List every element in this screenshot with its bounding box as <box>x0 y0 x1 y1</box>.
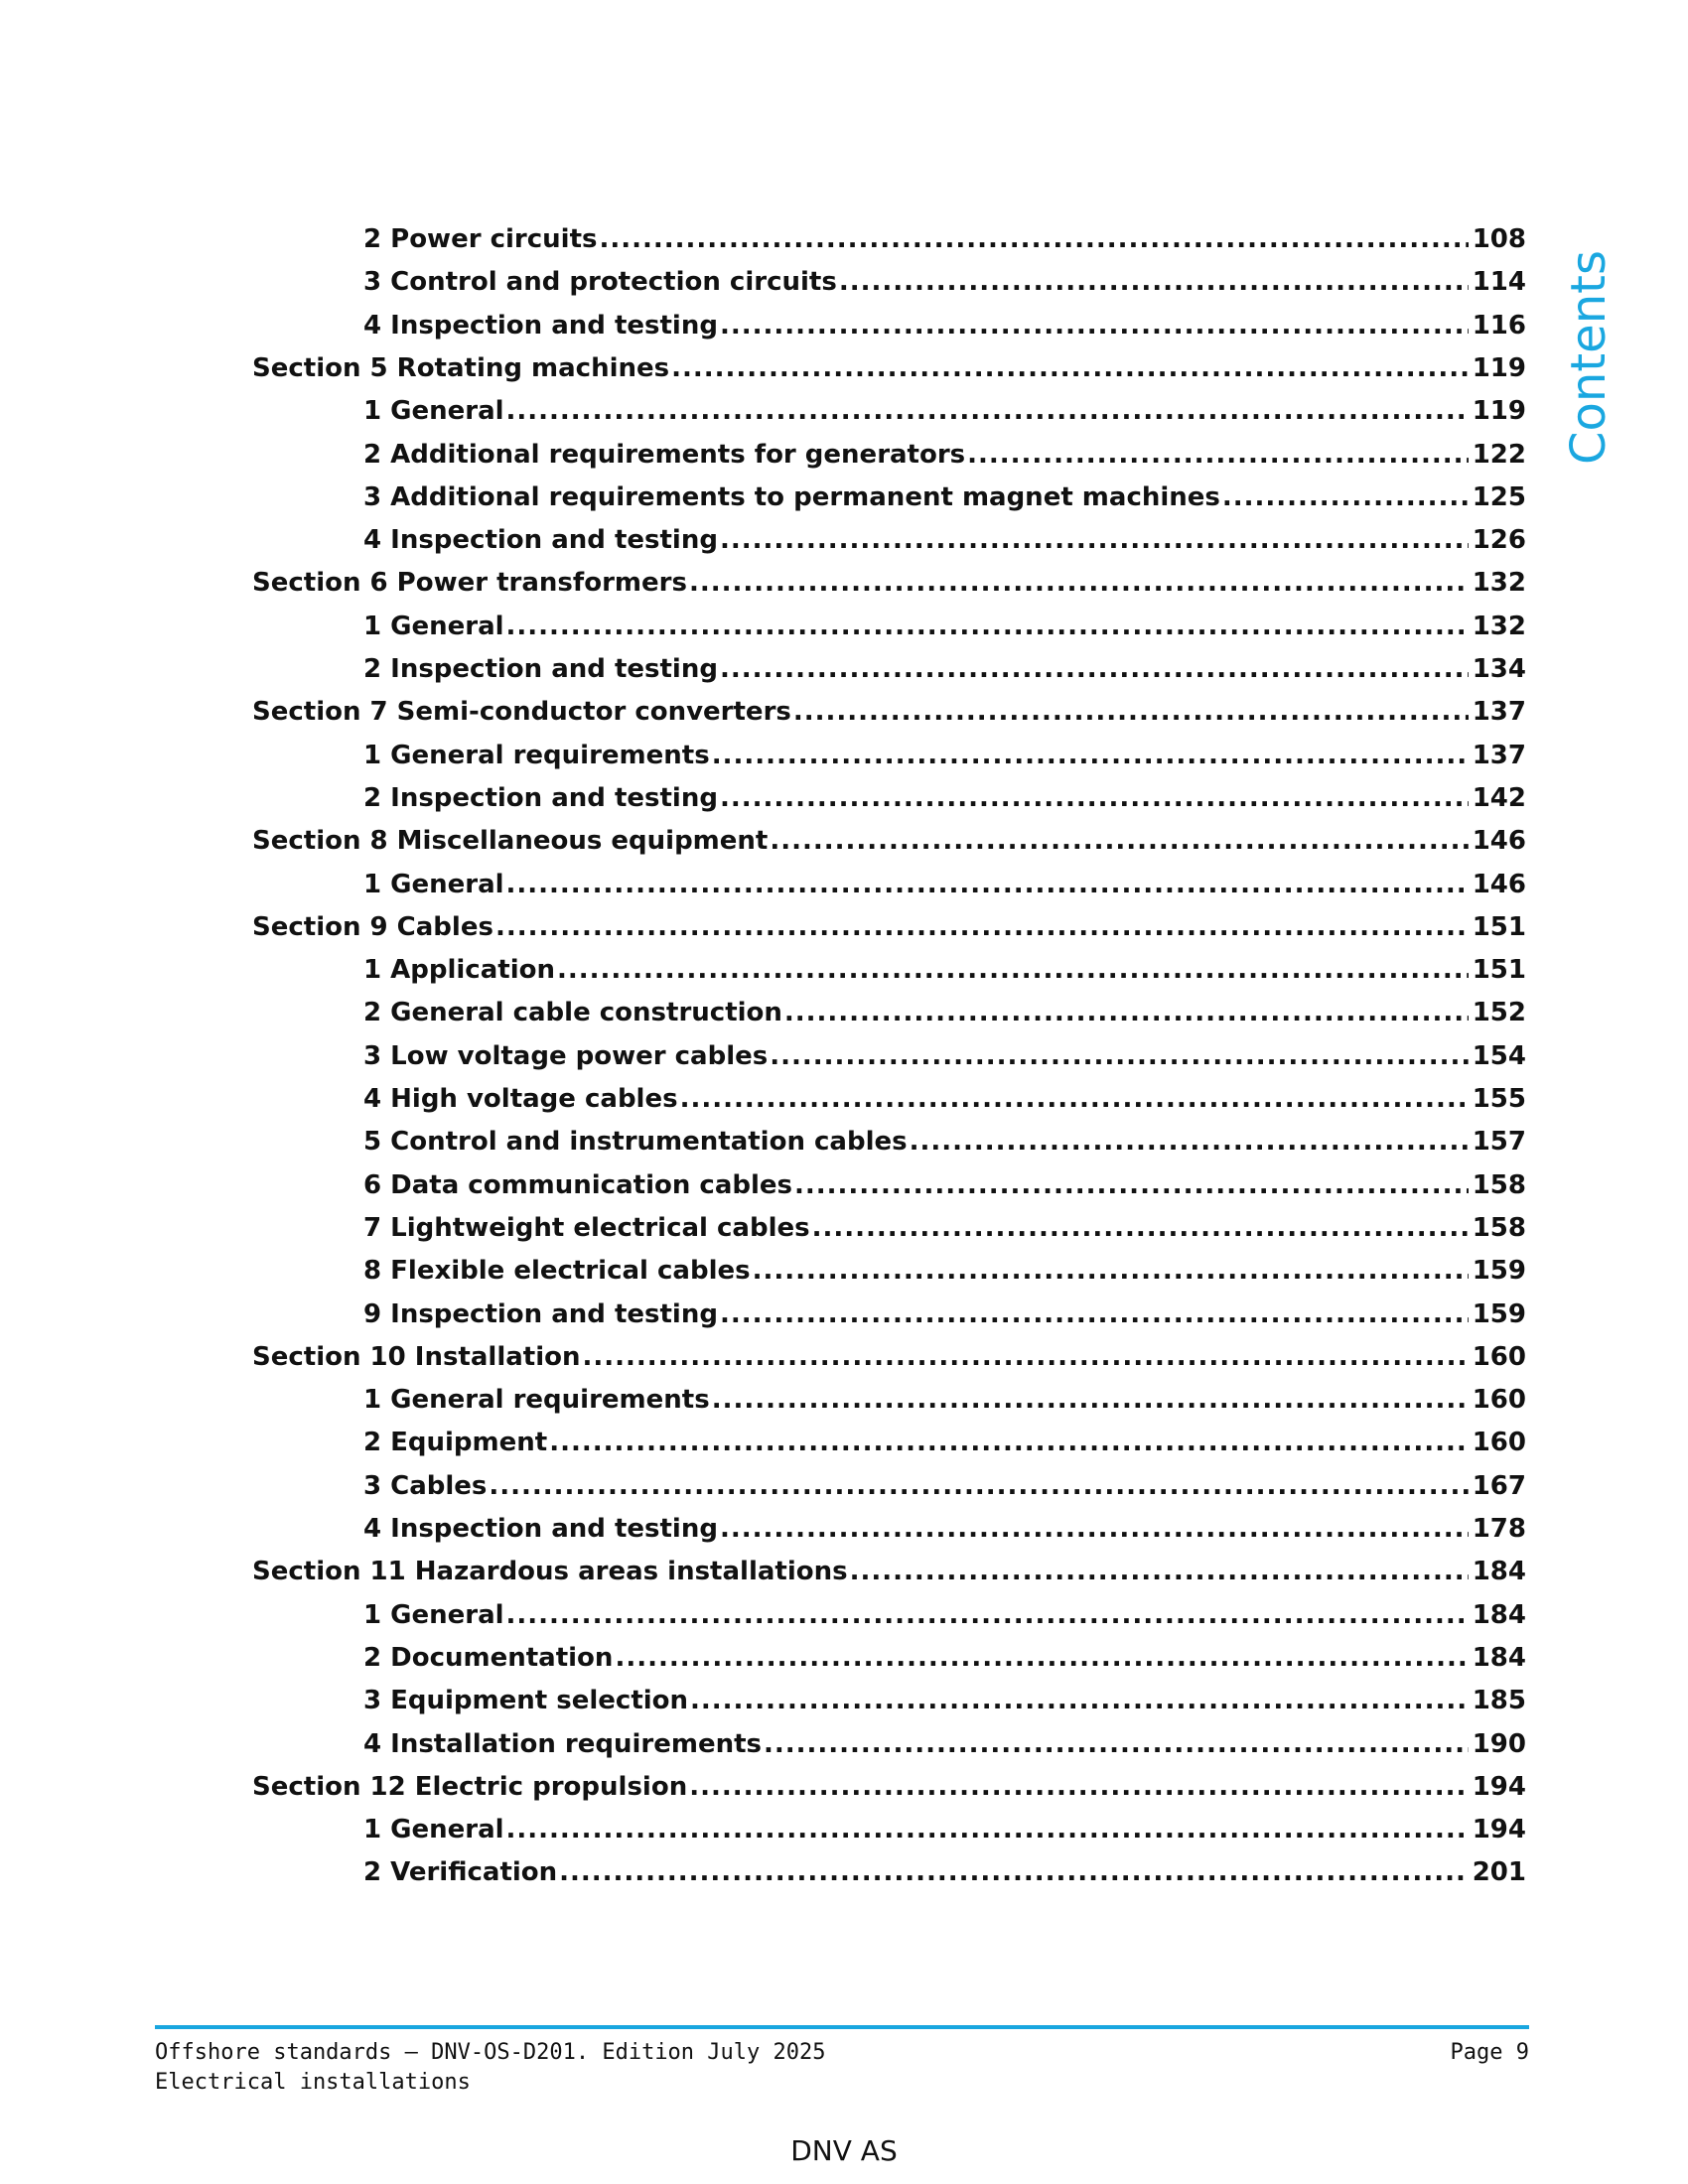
toc-dot-leader <box>793 697 1469 727</box>
toc-entry-label: 4 Inspection and testing <box>363 1514 718 1544</box>
toc-dot-leader <box>720 1299 1469 1329</box>
toc-item-entry[interactable] <box>363 389 1526 433</box>
toc-section-entry[interactable] <box>252 690 1526 734</box>
footer-document-title: Electrical installations <box>155 2070 471 2095</box>
toc-entry-page: 151 <box>1472 955 1526 986</box>
toc-dot-leader <box>582 1342 1468 1372</box>
toc-item-entry[interactable] <box>363 1593 1526 1637</box>
toc-item-entry[interactable] <box>363 1163 1526 1207</box>
toc-dot-leader <box>764 1729 1469 1759</box>
toc-entry-page: 157 <box>1472 1127 1526 1158</box>
toc-entry-page: 159 <box>1472 1298 1526 1329</box>
toc-entry-page: 160 <box>1472 1341 1526 1372</box>
toc-entry-label: 2 Verification <box>363 1857 558 1888</box>
toc-entry-page: 159 <box>1472 1256 1526 1287</box>
toc-dot-leader <box>720 525 1469 555</box>
toc-dot-leader <box>720 311 1469 341</box>
toc-entry-label: 2 General cable construction <box>363 998 782 1028</box>
publisher-name: DNV AS <box>790 2134 898 2167</box>
toc-entry-page: 194 <box>1472 1771 1526 1802</box>
toc-item-entry[interactable] <box>363 948 1526 992</box>
toc-dot-leader <box>784 998 1469 1027</box>
toc-dot-leader <box>812 1213 1469 1243</box>
toc-entry-label: 4 Installation requirements <box>363 1728 762 1759</box>
toc-item-entry[interactable] <box>363 304 1526 347</box>
toc-entry-label: 2 Power circuits <box>363 224 598 254</box>
toc-entry-label: Section 8 Miscellaneous equipment <box>252 826 769 857</box>
toc-entry-page: 151 <box>1472 911 1526 942</box>
toc-entry-label: 2 Additional requirements for generators <box>363 439 966 470</box>
toc-entry-label: 2 Inspection and testing <box>363 782 718 813</box>
toc-entry-label: Section 11 Hazardous areas installations <box>252 1557 848 1587</box>
toc-item-entry[interactable] <box>363 1378 1526 1422</box>
toc-item-entry[interactable] <box>363 260 1526 304</box>
toc-entry-page: 137 <box>1472 740 1526 770</box>
toc-dot-leader <box>506 1815 1469 1844</box>
toc-dot-leader <box>839 267 1469 297</box>
toc-section-entry[interactable] <box>252 1550 1526 1593</box>
toc-entry-page: 119 <box>1472 352 1526 383</box>
toc-item-entry[interactable] <box>363 433 1526 477</box>
toc-dot-leader <box>489 1471 1468 1501</box>
toc-dot-leader <box>689 568 1469 598</box>
toc-section-entry[interactable] <box>252 561 1526 605</box>
toc-item-entry[interactable] <box>363 217 1526 261</box>
contents-side-tab <box>1549 248 1628 467</box>
toc-entry-label: 1 General requirements <box>363 1385 710 1416</box>
toc-entry-page: 154 <box>1472 1040 1526 1071</box>
toc-item-entry[interactable] <box>363 1808 1526 1851</box>
toc-entry-page: 190 <box>1472 1728 1526 1759</box>
toc-entry-label: 4 Inspection and testing <box>363 525 718 556</box>
toc-dot-leader <box>506 612 1469 641</box>
toc-entry-label: 4 Inspection and testing <box>363 310 718 341</box>
toc-section-entry[interactable] <box>252 819 1526 863</box>
toc-entry-label: 1 General <box>363 1815 504 1845</box>
toc-entry-label: 2 Documentation <box>363 1642 614 1673</box>
toc-entry-page: 201 <box>1472 1857 1526 1888</box>
toc-entry-page: 137 <box>1472 697 1526 728</box>
toc-entry-page: 184 <box>1472 1557 1526 1587</box>
toc-entry-label: 8 Flexible electrical cables <box>363 1256 751 1287</box>
toc-item-entry[interactable] <box>363 991 1526 1034</box>
toc-entry-page: 185 <box>1472 1686 1526 1716</box>
toc-entry-label: 2 Inspection and testing <box>363 654 718 684</box>
toc-dot-leader <box>506 396 1469 426</box>
toc-entry-label: Section 7 Semi-conductor converters <box>252 697 791 728</box>
toc-entry-page: 152 <box>1472 998 1526 1028</box>
toc-entry-label: Section 12 Electric propulsion <box>252 1771 688 1802</box>
toc-entry-page: 194 <box>1472 1815 1526 1845</box>
toc-entry-label: Section 9 Cables <box>252 911 493 942</box>
toc-entry-label: 1 General <box>363 869 504 899</box>
toc-item-entry[interactable] <box>363 605 1526 648</box>
toc-item-entry[interactable] <box>363 1421 1526 1464</box>
toc-dot-leader <box>599 224 1468 254</box>
toc-section-entry[interactable] <box>252 1765 1526 1809</box>
toc-dot-leader <box>557 955 1469 985</box>
toc-dot-leader <box>770 1041 1468 1071</box>
toc-entry-page: 158 <box>1472 1212 1526 1243</box>
toc-dot-leader <box>910 1127 1469 1157</box>
toc-entry-label: Section 5 Rotating machines <box>252 352 670 383</box>
footer-page-number: Page 9 <box>1450 2040 1529 2065</box>
toc-dot-leader <box>720 783 1469 813</box>
toc-entry-page: 119 <box>1472 396 1526 427</box>
toc-entry-label: 3 Equipment selection <box>363 1686 689 1716</box>
toc-entry-page: 167 <box>1472 1470 1526 1501</box>
toc-item-entry[interactable] <box>363 1293 1526 1336</box>
toc-dot-leader <box>753 1256 1469 1286</box>
toc-item-entry[interactable] <box>363 863 1526 906</box>
toc-entry-page: 125 <box>1472 481 1526 512</box>
toc-entry-label: 1 General <box>363 1599 504 1630</box>
toc-dot-leader <box>495 912 1469 942</box>
toc-entry-label: 2 Equipment <box>363 1428 548 1458</box>
toc-item-entry[interactable] <box>363 476 1526 519</box>
toc-entry-page: 108 <box>1472 224 1526 254</box>
toc-dot-leader <box>689 1772 1469 1802</box>
toc-entry-label: 4 High voltage cables <box>363 1084 678 1114</box>
toc-dot-leader <box>549 1428 1469 1457</box>
toc-dot-leader <box>720 1514 1469 1544</box>
toc-entry-page: 184 <box>1472 1642 1526 1673</box>
toc-item-entry[interactable] <box>363 518 1526 562</box>
toc-entry-page: 184 <box>1472 1599 1526 1630</box>
toc-entry-label: 1 General <box>363 611 504 641</box>
toc-entry-page: 142 <box>1472 782 1526 813</box>
toc-dot-leader <box>559 1857 1469 1887</box>
toc-entry-label: Section 10 Installation <box>252 1341 581 1372</box>
toc-entry-page: 132 <box>1472 568 1526 599</box>
toc-entry-page: 160 <box>1472 1385 1526 1416</box>
toc-entry-page: 122 <box>1472 439 1526 470</box>
toc-entry-label: 3 Low voltage power cables <box>363 1040 769 1071</box>
toc-section-entry[interactable] <box>252 1335 1526 1379</box>
toc-entry-label: 9 Inspection and testing <box>363 1298 718 1329</box>
toc-dot-leader <box>1222 482 1469 512</box>
toc-dot-leader <box>671 353 1469 383</box>
toc-item-entry[interactable] <box>363 1722 1526 1766</box>
toc-dot-leader <box>712 741 1469 770</box>
toc-item-entry[interactable] <box>363 1249 1526 1293</box>
toc-entry-page: 146 <box>1472 869 1526 899</box>
toc-dot-leader <box>794 1170 1469 1200</box>
toc-entry-label: 3 Additional requirements to permanent magnet machines <box>363 481 1220 512</box>
footer-standard-title: Offshore standards — DNV-OS-D201. Edition July 2025 <box>155 2040 826 2065</box>
toc-item-entry[interactable] <box>363 1206 1526 1250</box>
toc-dot-leader <box>680 1084 1469 1114</box>
toc-entry-label: 1 Application <box>363 955 555 986</box>
toc-item-entry[interactable] <box>363 1077 1526 1121</box>
toc-entry-label: 3 Cables <box>363 1470 488 1501</box>
toc-entry-page: 178 <box>1472 1514 1526 1544</box>
toc-item-entry[interactable] <box>363 1850 1526 1894</box>
toc-section-entry[interactable] <box>252 905 1526 949</box>
toc-entry-page: 132 <box>1472 611 1526 641</box>
toc-entry-page: 160 <box>1472 1428 1526 1458</box>
toc-item-entry[interactable] <box>363 776 1526 820</box>
toc-dot-leader <box>506 870 1469 899</box>
toc-dot-leader <box>615 1643 1468 1673</box>
toc-dot-leader <box>712 1385 1469 1415</box>
toc-dot-leader <box>850 1557 1469 1586</box>
toc-entry-page: 155 <box>1472 1084 1526 1114</box>
toc-entry-label: 3 Control and protection circuits <box>363 267 837 298</box>
toc-item-entry[interactable] <box>363 1034 1526 1078</box>
toc-dot-leader <box>506 1600 1469 1630</box>
toc-dot-leader <box>967 440 1469 470</box>
toc-item-entry[interactable] <box>363 1507 1526 1551</box>
toc-item-entry[interactable] <box>363 1679 1526 1722</box>
toc-item-entry[interactable] <box>363 647 1526 691</box>
toc-entry-page: 116 <box>1472 310 1526 341</box>
toc-item-entry[interactable] <box>363 1636 1526 1680</box>
toc-entry-label: 6 Data communication cables <box>363 1169 792 1200</box>
toc-entry-page: 126 <box>1472 525 1526 556</box>
toc-entry-label: Section 6 Power transformers <box>252 568 687 599</box>
toc-dot-leader <box>770 826 1468 856</box>
toc-entry-label: 1 General <box>363 396 504 427</box>
toc-item-entry[interactable] <box>363 1120 1526 1163</box>
toc-dot-leader <box>720 654 1469 684</box>
toc-section-entry[interactable] <box>252 346 1526 390</box>
contents-tab-label: Contents <box>1561 250 1617 465</box>
toc-item-entry[interactable] <box>363 1464 1526 1508</box>
toc-item-entry[interactable] <box>363 734 1526 777</box>
toc-entry-page: 114 <box>1472 267 1526 298</box>
toc-entry-label: 1 General requirements <box>363 740 710 770</box>
toc-dot-leader <box>690 1686 1469 1715</box>
toc-entry-page: 134 <box>1472 654 1526 684</box>
toc-entry-page: 146 <box>1472 826 1526 857</box>
toc-entry-label: 7 Lightweight electrical cables <box>363 1212 810 1243</box>
toc-entry-page: 158 <box>1472 1169 1526 1200</box>
footer-divider <box>155 2025 1529 2029</box>
toc-entry-label: 5 Control and instrumentation cables <box>363 1127 908 1158</box>
